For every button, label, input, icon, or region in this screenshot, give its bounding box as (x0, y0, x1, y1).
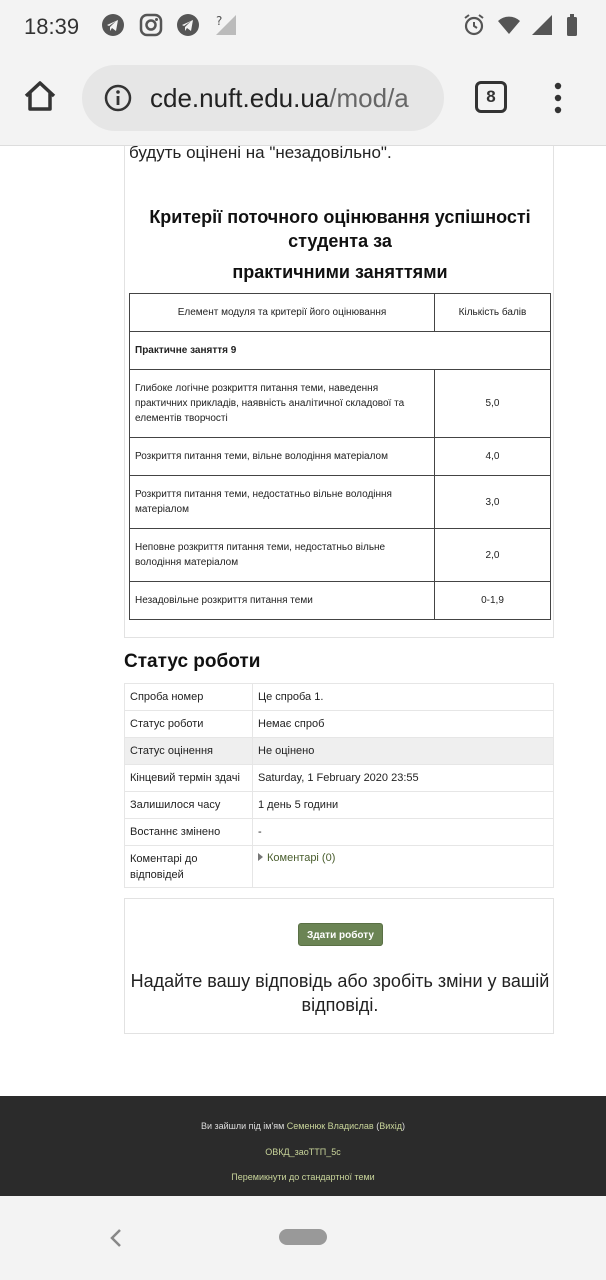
more-options-icon[interactable] (548, 80, 568, 116)
url-host: cde.nuft.edu.ua (150, 83, 330, 113)
criteria-title-line2: студента за (288, 231, 392, 251)
telegram-icon (101, 13, 125, 37)
back-icon[interactable] (108, 1228, 124, 1248)
status-row (125, 711, 554, 738)
criteria-row-points: 3,0 (435, 476, 551, 529)
criteria-section-label: Практичне заняття 9 (130, 332, 551, 370)
course-line (0, 1147, 606, 1157)
criteria-row-text: Незадовільне розкриття питання теми (130, 582, 435, 620)
url-text (150, 83, 409, 114)
criteria-row-text: Неповне розкриття питання теми, недостатньо вільне володіння матеріалом (130, 529, 435, 582)
criteria-section-row (130, 332, 551, 370)
system-navigation-bar (0, 1196, 606, 1280)
status-value: Не оцінено (253, 738, 554, 765)
wifi-icon (497, 13, 521, 37)
status-row (125, 684, 554, 711)
criteria-row (130, 438, 551, 476)
paren-close: ) (402, 1121, 405, 1131)
submit-assignment-button[interactable]: Здати роботу (298, 923, 383, 946)
home-icon[interactable] (20, 76, 60, 116)
browser-toolbar (0, 52, 606, 146)
status-value: - (253, 819, 554, 846)
status-value: Немає спроб (253, 711, 554, 738)
page-content (0, 146, 606, 1196)
criteria-row-points: 0-1,9 (435, 582, 551, 620)
criteria-row-text: Глибоке логічне розкриття питання теми, наведення практичних прикладів, наявність аналітичної складової та елементів творчості (130, 370, 435, 438)
criteria-row-text: Розкриття питання теми, недостатньо вільне володіння матеріалом (130, 476, 435, 529)
status-row (125, 819, 554, 846)
comments-cell (253, 846, 554, 888)
course-link[interactable]: ОВКД_заоТТП_5с (265, 1147, 341, 1157)
login-info (0, 1121, 606, 1131)
status-bar (0, 0, 606, 52)
criteria-row (130, 582, 551, 620)
address-bar[interactable] (82, 65, 444, 131)
submission-status-title: Статус роботи (124, 651, 261, 672)
telegram-icon (176, 13, 200, 37)
criteria-row (130, 476, 551, 529)
info-icon[interactable] (104, 84, 132, 112)
switch-theme-link[interactable]: Перемикнути до стандартної теми (231, 1172, 375, 1182)
criteria-row-text: Розкриття питання теми, вільне володіння матеріалом (130, 438, 435, 476)
url-path: /mod/a (329, 83, 409, 113)
criteria-title-line3: практичними заняттями (232, 262, 448, 282)
submit-box (124, 898, 554, 1034)
submission-status-table (124, 683, 554, 888)
status-label: Кінцевий термін здачі (125, 765, 253, 792)
criteria-header-element: Елемент модуля та критерії його оцінювання (130, 294, 435, 332)
signal-icon (530, 13, 554, 37)
theme-line (0, 1172, 606, 1182)
criteria-row-points: 2,0 (435, 529, 551, 582)
criteria-row (130, 529, 551, 582)
paren-open: ( (373, 1121, 380, 1131)
intro-text: будуть оцінені на "незадовільно". (129, 146, 392, 162)
status-row (125, 792, 554, 819)
criteria-header-points: Кількість балів (435, 294, 551, 332)
criteria-header-row (130, 294, 551, 332)
user-profile-link[interactable]: Семенюк Владислав (286, 1121, 374, 1131)
criteria-row (130, 370, 551, 438)
alarm-icon (462, 13, 486, 37)
submit-hint-text: Надайте вашу відповідь або зробіть зміни у вашій відповіді. (130, 971, 550, 1015)
status-label: Спроба номер (125, 684, 253, 711)
criteria-title-line1: Критерії поточного оцінювання успішності (149, 207, 531, 227)
status-label: Коментарі до відповідей (125, 846, 253, 888)
page-footer (0, 1096, 606, 1196)
status-row (125, 765, 554, 792)
battery-icon (560, 13, 584, 37)
status-row (125, 738, 554, 765)
status-value: Це спроба 1. (253, 684, 554, 711)
clock: 18:39 (24, 14, 80, 39)
no-signal-icon (214, 13, 238, 37)
assignment-description (124, 146, 554, 638)
logout-link[interactable]: Вихід (379, 1121, 402, 1131)
criteria-table (129, 293, 551, 620)
tab-switcher-button[interactable]: 8 (475, 81, 507, 113)
comments-link[interactable]: Коментарі (0) (267, 852, 336, 864)
criteria-row-points: 5,0 (435, 370, 551, 438)
status-value: Saturday, 1 February 2020 23:55 (253, 765, 554, 792)
home-gesture-pill[interactable] (279, 1229, 327, 1245)
status-label: Статус оцінення (125, 738, 253, 765)
expand-triangle-icon[interactable] (258, 853, 263, 861)
logged-in-prefix: Ви зайшли під ім'ям (200, 1121, 285, 1131)
status-label: Востаннє змінено (125, 819, 253, 846)
instagram-icon (139, 13, 163, 37)
status-row (125, 846, 554, 888)
status-value: 1 день 5 години (253, 792, 554, 819)
status-label: Статус роботи (125, 711, 253, 738)
svg-text:?: ? (216, 14, 223, 28)
status-label: Залишилося часу (125, 792, 253, 819)
criteria-row-points: 4,0 (435, 438, 551, 476)
